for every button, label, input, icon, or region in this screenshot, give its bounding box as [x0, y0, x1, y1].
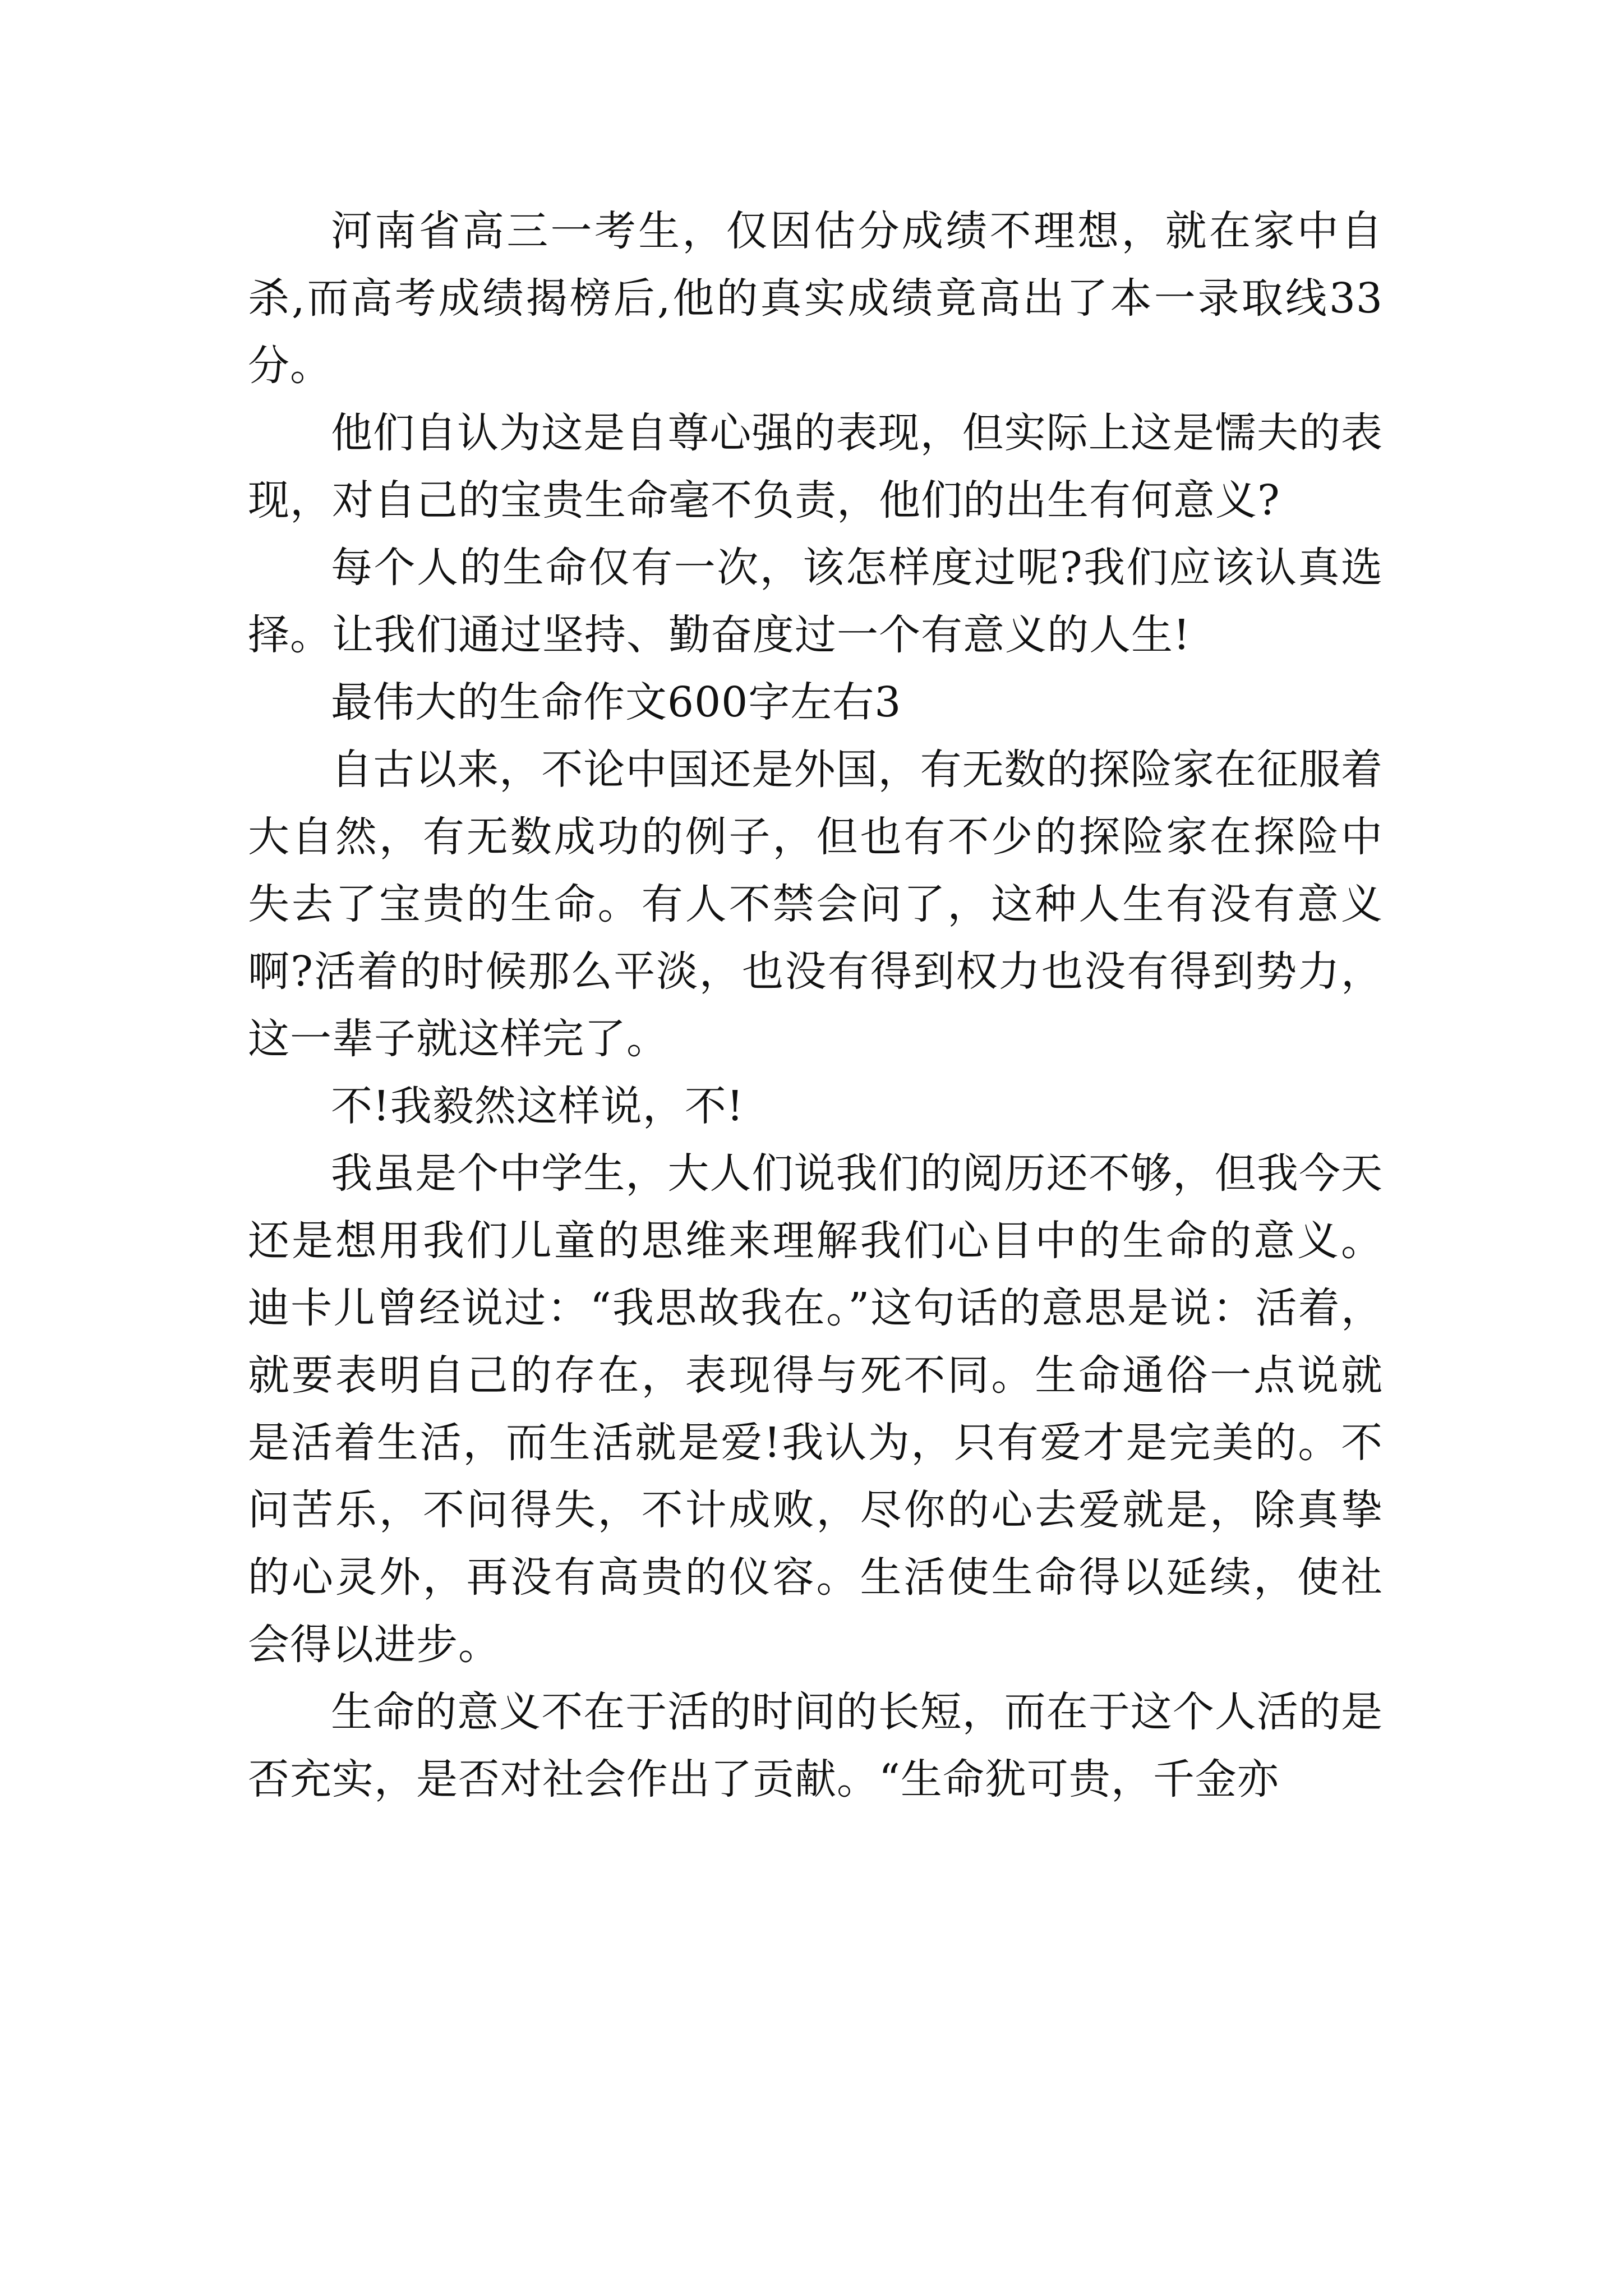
section-heading: 最伟大的生命作文600字左右3	[331, 678, 902, 726]
paragraph-1: 河南省高三一考生，仅因估分成绩不理想，就在家中自杀,而高考成绩揭榜后,他的真实成绩竟高出了本一录取线33分。	[248, 207, 1383, 390]
paragraph-3: 每个人的生命仅有一次，该怎样度过呢?我们应该认真选择。让我们通过坚持、勤奋度过一个有意义的人生!	[248, 544, 1383, 659]
paragraph-4: 自古以来，不论中国还是外国，有无数的探险家在征服着大自然，有无数成功的例子，但也有不少的探险家在探险中失去了宝贵的生命。有人不禁会问了，这种人生有没有意义啊?活着的时候那么平淡，也没有得到权力也没有得到势力，这一辈子就这样完了。	[248, 746, 1383, 1063]
paragraph-2: 他们自认为这是自尊心强的表现，但实际上这是懦夫的表现，对自己的宝贵生命毫不负责，他们的出生有何意义?	[248, 409, 1383, 524]
paragraph-5: 不!我毅然这样说，不!	[331, 1082, 744, 1130]
document-body	[248, 197, 1383, 1813]
paragraph-7: 生命的意义不在于活的时间的长短，而在于这个人活的是否充实，是否对社会作出了贡献。“生命犹可贵，千金亦	[248, 1688, 1383, 1803]
paragraph-6: 我虽是个中学生，大人们说我们的阅历还不够，但我今天还是想用我们儿童的思维来理解我们心目中的生命的意义。迪卡儿曾经说过：“我思故我在。”这句话的意思是说：活着，就要表明自己的存在，表现得与死不同。生命通俗一点说就是活着生活，而生活就是爱!我认为，只有爱才是完美的。不问苦乐，不问得失，不计成败，尽你的心去爱就是，除真挚的心灵外，再没有高贵的仪容。生活使生命得以延续，使社会得以进步。	[248, 1149, 1383, 1669]
